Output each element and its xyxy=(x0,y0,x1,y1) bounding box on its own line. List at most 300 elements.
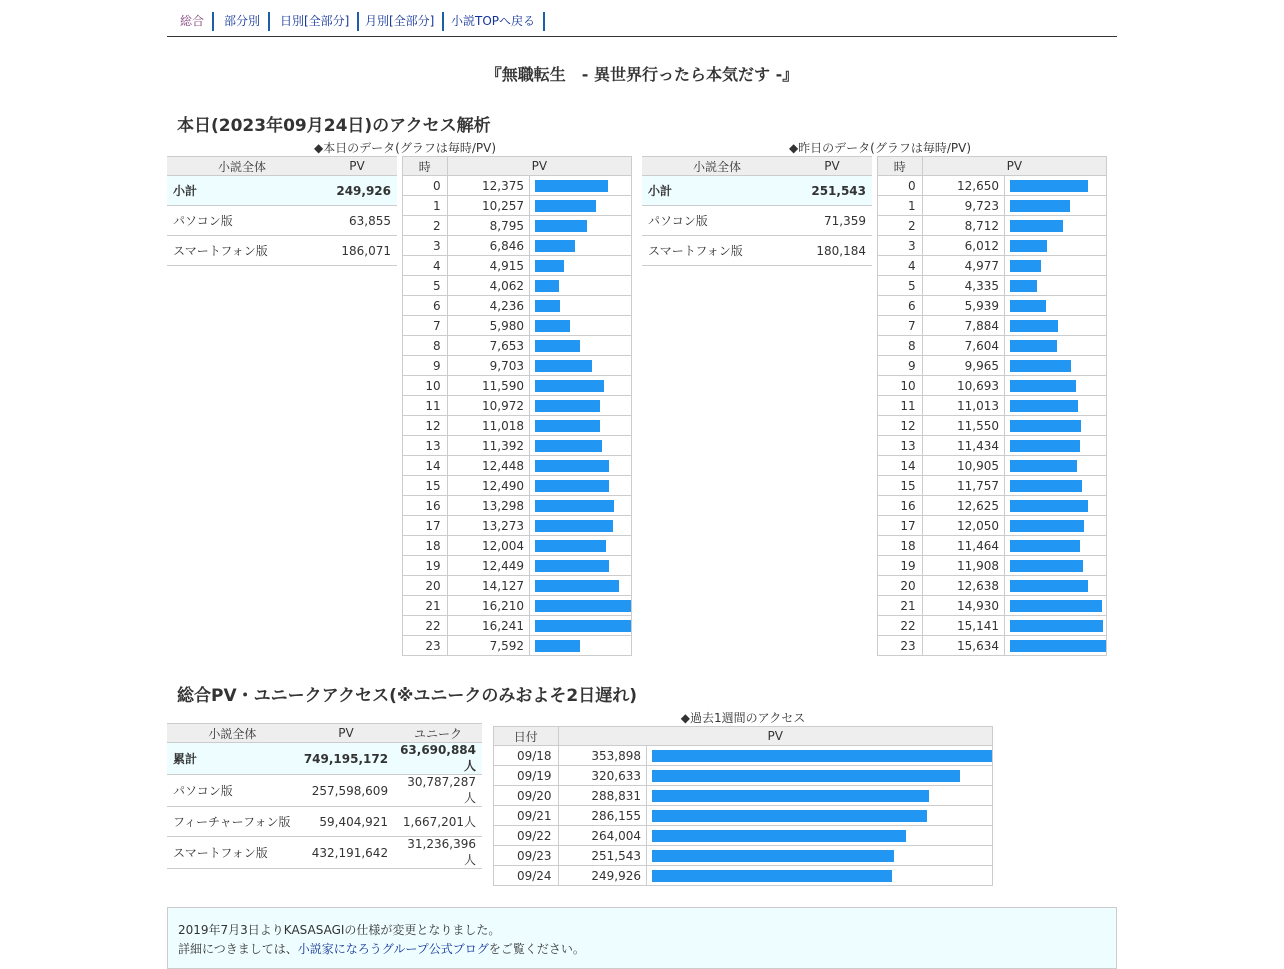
nav-link-overview[interactable]: 総合 xyxy=(180,12,214,31)
bar xyxy=(535,280,559,292)
bar-cell xyxy=(1005,296,1107,316)
bar-cell xyxy=(1005,556,1107,576)
bar xyxy=(1010,200,1070,212)
chart-row xyxy=(403,496,632,516)
chart-row xyxy=(494,766,993,786)
row-value: 186,071 xyxy=(317,236,397,266)
bar-cell xyxy=(530,296,632,316)
today-summary-table xyxy=(167,156,397,266)
bar xyxy=(1010,540,1080,552)
data-label: 4,062 xyxy=(447,276,529,296)
tick-label: 16 xyxy=(878,496,923,516)
bar-cell xyxy=(1005,636,1107,656)
bar xyxy=(1010,240,1047,252)
tick-label: 11 xyxy=(403,396,448,416)
chart-row xyxy=(878,356,1107,376)
tick-label: 13 xyxy=(878,436,923,456)
tick-label: 15 xyxy=(878,476,923,496)
yesterday-hourly-table xyxy=(877,156,1107,656)
bar xyxy=(535,620,631,632)
tick-label: 6 xyxy=(403,296,448,316)
tick-label: 12 xyxy=(403,416,448,436)
bar-cell xyxy=(1005,436,1107,456)
novel-title: 『無職転生 - 異世界行ったら本気だす -』 xyxy=(485,65,799,84)
data-label: 13,273 xyxy=(447,516,529,536)
row-label: スマートフォン版 xyxy=(167,837,298,869)
bar-cell xyxy=(530,616,632,636)
bar xyxy=(535,540,606,552)
table-row xyxy=(167,743,482,775)
bar-cell xyxy=(530,316,632,336)
tick-label: 4 xyxy=(403,256,448,276)
bar-cell xyxy=(647,806,993,826)
data-label: 286,155 xyxy=(558,806,646,826)
tick-label: 23 xyxy=(878,636,923,656)
tick-label: 09/21 xyxy=(494,806,559,826)
bar xyxy=(535,340,580,352)
data-label: 6,012 xyxy=(922,236,1004,256)
bar xyxy=(535,300,560,312)
col-header-pv: PV xyxy=(317,157,397,176)
bar-cell xyxy=(530,596,632,616)
tick-label: 14 xyxy=(403,456,448,476)
total-summary-table xyxy=(167,723,482,869)
bar-cell xyxy=(530,376,632,396)
bar xyxy=(652,870,892,882)
bar xyxy=(1010,360,1071,372)
data-label: 10,972 xyxy=(447,396,529,416)
tick-label: 09/18 xyxy=(494,746,559,766)
tick-label: 13 xyxy=(403,436,448,456)
row-label: パソコン版 xyxy=(167,775,298,807)
col-header-novel: 小説全体 xyxy=(167,724,298,743)
nav-link-monthly[interactable]: 月別[全部分] xyxy=(365,12,444,31)
bar xyxy=(1010,440,1080,452)
chart-row xyxy=(878,296,1107,316)
tick-label: 0 xyxy=(403,176,448,196)
bar xyxy=(535,320,570,332)
chart-row xyxy=(878,416,1107,436)
bar xyxy=(1010,220,1063,232)
row-value: 63,855 xyxy=(317,206,397,236)
chart-row xyxy=(878,636,1107,656)
tick-label: 5 xyxy=(403,276,448,296)
table-row xyxy=(642,176,872,206)
col-header-unique: ユニーク xyxy=(394,724,482,743)
data-label: 11,464 xyxy=(922,536,1004,556)
chart-row xyxy=(403,256,632,276)
chart-row xyxy=(878,576,1107,596)
bar-cell xyxy=(530,336,632,356)
notice-line1: 2019年7月3日よりKASASAGIの仕様が変更となりました。 xyxy=(178,923,501,937)
today-caption: ◆本日のデータ(グラフは毎時/PV) xyxy=(313,141,497,155)
bar xyxy=(535,420,600,432)
chart-row xyxy=(403,236,632,256)
bar xyxy=(535,460,609,472)
chart-row xyxy=(494,746,993,766)
bar-cell xyxy=(647,786,993,806)
bar-cell xyxy=(1005,236,1107,256)
chart-row xyxy=(403,636,632,656)
bar-cell xyxy=(1005,176,1107,196)
bar-cell xyxy=(1005,196,1107,216)
bar xyxy=(1010,380,1076,392)
bar xyxy=(1010,500,1088,512)
data-label: 8,795 xyxy=(447,216,529,236)
col-header-pv: PV xyxy=(447,157,631,176)
bar-cell xyxy=(530,536,632,556)
bar-cell xyxy=(530,216,632,236)
data-label: 9,723 xyxy=(922,196,1004,216)
today-heading: 本日(2023年09月24日)のアクセス解析 xyxy=(177,116,491,136)
chart-row xyxy=(878,556,1107,576)
data-label: 288,831 xyxy=(558,786,646,806)
data-label: 11,013 xyxy=(922,396,1004,416)
data-label: 12,004 xyxy=(447,536,529,556)
tick-label: 11 xyxy=(878,396,923,416)
data-label: 12,449 xyxy=(447,556,529,576)
tick-label: 09/19 xyxy=(494,766,559,786)
bar xyxy=(535,640,580,652)
row-pv: 59,404,921 xyxy=(298,807,394,837)
bar-cell xyxy=(1005,276,1107,296)
chart-row xyxy=(403,296,632,316)
tick-label: 18 xyxy=(878,536,923,556)
row-value: 251,543 xyxy=(792,176,872,206)
bar-cell xyxy=(530,456,632,476)
bar-cell xyxy=(1005,496,1107,516)
chart-row xyxy=(403,576,632,596)
tick-label: 20 xyxy=(878,576,923,596)
data-label: 264,004 xyxy=(558,826,646,846)
bar xyxy=(1010,460,1077,472)
tick-label: 8 xyxy=(403,336,448,356)
chart-row xyxy=(878,596,1107,616)
bar-cell xyxy=(530,516,632,536)
chart-row xyxy=(403,536,632,556)
tick-label: 9 xyxy=(403,356,448,376)
tick-label: 7 xyxy=(878,316,923,336)
data-label: 14,127 xyxy=(447,576,529,596)
bar-cell xyxy=(647,766,993,786)
tick-label: 1 xyxy=(403,196,448,216)
bar xyxy=(535,500,614,512)
data-label: 11,550 xyxy=(922,416,1004,436)
data-label: 7,884 xyxy=(922,316,1004,336)
row-label: フィーチャーフォン版 xyxy=(167,807,298,837)
row-unique: 31,236,396人 xyxy=(394,837,482,869)
data-label: 12,650 xyxy=(922,176,1004,196)
tick-label: 7 xyxy=(403,316,448,336)
chart-row xyxy=(403,196,632,216)
bar xyxy=(1010,620,1103,632)
data-label: 11,392 xyxy=(447,436,529,456)
data-label: 7,653 xyxy=(447,336,529,356)
tick-label: 19 xyxy=(878,556,923,576)
chart-row xyxy=(878,396,1107,416)
data-label: 4,335 xyxy=(922,276,1004,296)
row-label: スマートフォン版 xyxy=(167,236,317,266)
data-label: 16,210 xyxy=(447,596,529,616)
row-value: 71,359 xyxy=(792,206,872,236)
official-blog-link[interactable]: 小説家になろうグループ公式ブログ xyxy=(297,942,489,956)
bar-cell xyxy=(530,416,632,436)
bar-cell xyxy=(530,396,632,416)
chart-row xyxy=(403,356,632,376)
tick-label: 12 xyxy=(878,416,923,436)
row-pv: 257,598,609 xyxy=(298,775,394,807)
bar-cell xyxy=(530,576,632,596)
table-row xyxy=(167,176,397,206)
row-label: 累計 xyxy=(167,743,298,775)
bar-cell xyxy=(530,476,632,496)
bar-cell xyxy=(1005,376,1107,396)
chart-row xyxy=(878,256,1107,276)
bar xyxy=(1010,520,1084,532)
bar-cell xyxy=(1005,336,1107,356)
bar xyxy=(535,580,619,592)
chart-row xyxy=(403,396,632,416)
tick-label: 3 xyxy=(403,236,448,256)
chart-row xyxy=(403,516,632,536)
data-label: 11,018 xyxy=(447,416,529,436)
tick-label: 10 xyxy=(878,376,923,396)
chart-row xyxy=(878,456,1107,476)
bar xyxy=(535,520,613,532)
tick-label: 09/23 xyxy=(494,846,559,866)
bar xyxy=(1010,640,1106,652)
data-label: 10,905 xyxy=(922,456,1004,476)
bar-cell xyxy=(1005,596,1107,616)
chart-row xyxy=(878,236,1107,256)
row-label: スマートフォン版 xyxy=(642,236,792,266)
bar xyxy=(535,220,587,232)
data-label: 9,703 xyxy=(447,356,529,376)
bar xyxy=(1010,300,1046,312)
bar-cell xyxy=(1005,576,1107,596)
bar-cell xyxy=(530,556,632,576)
table-row xyxy=(167,236,397,266)
data-label: 251,543 xyxy=(558,846,646,866)
week-caption: ◆過去1週間のアクセス xyxy=(680,711,806,725)
chart-row xyxy=(878,616,1107,636)
col-header-pv: PV xyxy=(558,727,992,746)
tick-label: 4 xyxy=(878,256,923,276)
chart-row xyxy=(403,476,632,496)
chart-row xyxy=(403,596,632,616)
week-table xyxy=(493,726,993,886)
col-header-pv: PV xyxy=(922,157,1106,176)
bar-cell xyxy=(530,356,632,376)
bar-cell xyxy=(1005,616,1107,636)
nav-link-daily[interactable]: 日別[全部分] xyxy=(280,12,359,31)
data-label: 249,926 xyxy=(558,866,646,886)
tick-label: 5 xyxy=(878,276,923,296)
bar-cell xyxy=(1005,516,1107,536)
data-label: 12,448 xyxy=(447,456,529,476)
chart-row xyxy=(878,316,1107,336)
table-row xyxy=(642,236,872,266)
tick-label: 09/24 xyxy=(494,866,559,886)
data-label: 12,625 xyxy=(922,496,1004,516)
data-label: 353,898 xyxy=(558,746,646,766)
chart-row xyxy=(878,436,1107,456)
data-label: 4,915 xyxy=(447,256,529,276)
row-label: パソコン版 xyxy=(167,206,317,236)
bar xyxy=(535,200,596,212)
bar-cell xyxy=(530,436,632,456)
data-label: 12,050 xyxy=(922,516,1004,536)
data-label: 11,590 xyxy=(447,376,529,396)
tick-label: 6 xyxy=(878,296,923,316)
data-label: 9,965 xyxy=(922,356,1004,376)
bar xyxy=(652,830,906,842)
bar xyxy=(1010,600,1102,612)
col-header-pv: PV xyxy=(298,724,394,743)
tick-label: 2 xyxy=(403,216,448,236)
table-row xyxy=(167,206,397,236)
row-unique: 63,690,884人 xyxy=(394,743,482,775)
chart-row xyxy=(403,456,632,476)
bar xyxy=(535,560,609,572)
bar xyxy=(535,180,608,192)
notice-line2 xyxy=(178,940,585,957)
row-pv: 749,195,172 xyxy=(298,743,394,775)
tick-label: 3 xyxy=(878,236,923,256)
bar-cell xyxy=(647,826,993,846)
bar xyxy=(535,440,602,452)
bar-cell xyxy=(1005,456,1107,476)
tick-label: 2 xyxy=(878,216,923,236)
bar xyxy=(652,790,929,802)
nav-link-novel-top[interactable]: 小説TOPへ戻る xyxy=(451,12,545,31)
chart-row xyxy=(403,436,632,456)
data-label: 16,241 xyxy=(447,616,529,636)
bar xyxy=(535,380,604,392)
col-header-hour: 時 xyxy=(403,157,448,176)
top-nav xyxy=(167,8,1117,37)
data-label: 8,712 xyxy=(922,216,1004,236)
row-label: 小計 xyxy=(642,176,792,206)
tick-label: 23 xyxy=(403,636,448,656)
chart-row xyxy=(878,496,1107,516)
col-header-date: 日付 xyxy=(494,727,559,746)
tick-label: 09/22 xyxy=(494,826,559,846)
data-label: 10,693 xyxy=(922,376,1004,396)
chart-row xyxy=(403,316,632,336)
tick-label: 9 xyxy=(878,356,923,376)
row-unique: 1,667,201人 xyxy=(394,807,482,837)
notice-prefix: 詳細につきましては、 xyxy=(178,942,298,956)
bar xyxy=(652,810,927,822)
bar xyxy=(1010,420,1081,432)
bar xyxy=(535,240,575,252)
tick-label: 21 xyxy=(878,596,923,616)
tick-label: 09/20 xyxy=(494,786,559,806)
chart-row xyxy=(494,786,993,806)
data-label: 11,434 xyxy=(922,436,1004,456)
row-value: 180,184 xyxy=(792,236,872,266)
chart-row xyxy=(878,476,1107,496)
data-label: 4,977 xyxy=(922,256,1004,276)
tick-label: 17 xyxy=(878,516,923,536)
chart-row xyxy=(878,336,1107,356)
bar xyxy=(1010,340,1057,352)
tick-label: 22 xyxy=(403,616,448,636)
table-row xyxy=(642,206,872,236)
bar xyxy=(1010,560,1083,572)
bar-cell xyxy=(1005,356,1107,376)
bar-cell xyxy=(1005,416,1107,436)
col-header-novel: 小説全体 xyxy=(167,157,317,176)
bar xyxy=(535,360,592,372)
bar-cell xyxy=(530,636,632,656)
bar xyxy=(1010,400,1078,412)
row-value: 249,926 xyxy=(317,176,397,206)
chart-row xyxy=(878,176,1107,196)
chart-row xyxy=(878,516,1107,536)
data-label: 5,980 xyxy=(447,316,529,336)
bar-cell xyxy=(530,236,632,256)
data-label: 15,141 xyxy=(922,616,1004,636)
chart-row xyxy=(403,336,632,356)
data-label: 320,633 xyxy=(558,766,646,786)
bar xyxy=(652,770,960,782)
total-heading: 総合PV・ユニークアクセス(※ユニークのみおよそ2日遅れ) xyxy=(177,686,637,706)
data-label: 11,908 xyxy=(922,556,1004,576)
bar xyxy=(1010,260,1041,272)
chart-row xyxy=(494,866,993,886)
data-label: 11,757 xyxy=(922,476,1004,496)
bar-cell xyxy=(647,866,993,886)
chart-row xyxy=(494,846,993,866)
tick-label: 19 xyxy=(403,556,448,576)
bar-cell xyxy=(647,846,993,866)
col-header-pv: PV xyxy=(792,157,872,176)
data-label: 4,236 xyxy=(447,296,529,316)
chart-row xyxy=(403,176,632,196)
tick-label: 14 xyxy=(878,456,923,476)
tick-label: 0 xyxy=(878,176,923,196)
chart-row xyxy=(878,376,1107,396)
chart-row xyxy=(878,196,1107,216)
nav-link-by-part[interactable]: 部分別 xyxy=(224,12,270,31)
data-label: 12,638 xyxy=(922,576,1004,596)
tick-label: 8 xyxy=(878,336,923,356)
chart-row xyxy=(494,806,993,826)
notice-box xyxy=(167,907,1117,969)
data-label: 5,939 xyxy=(922,296,1004,316)
tick-label: 18 xyxy=(403,536,448,556)
bar xyxy=(1010,180,1088,192)
tick-label: 15 xyxy=(403,476,448,496)
yesterday-summary-table xyxy=(642,156,872,266)
bar-cell xyxy=(1005,256,1107,276)
chart-row xyxy=(403,376,632,396)
bar xyxy=(1010,580,1088,592)
bar xyxy=(652,850,894,862)
data-label: 6,846 xyxy=(447,236,529,256)
chart-row xyxy=(878,216,1107,236)
chart-row xyxy=(878,536,1107,556)
data-label: 14,930 xyxy=(922,596,1004,616)
row-label: パソコン版 xyxy=(642,206,792,236)
bar-cell xyxy=(530,196,632,216)
data-label: 12,375 xyxy=(447,176,529,196)
bar-cell xyxy=(530,276,632,296)
tick-label: 1 xyxy=(878,196,923,216)
data-label: 7,604 xyxy=(922,336,1004,356)
